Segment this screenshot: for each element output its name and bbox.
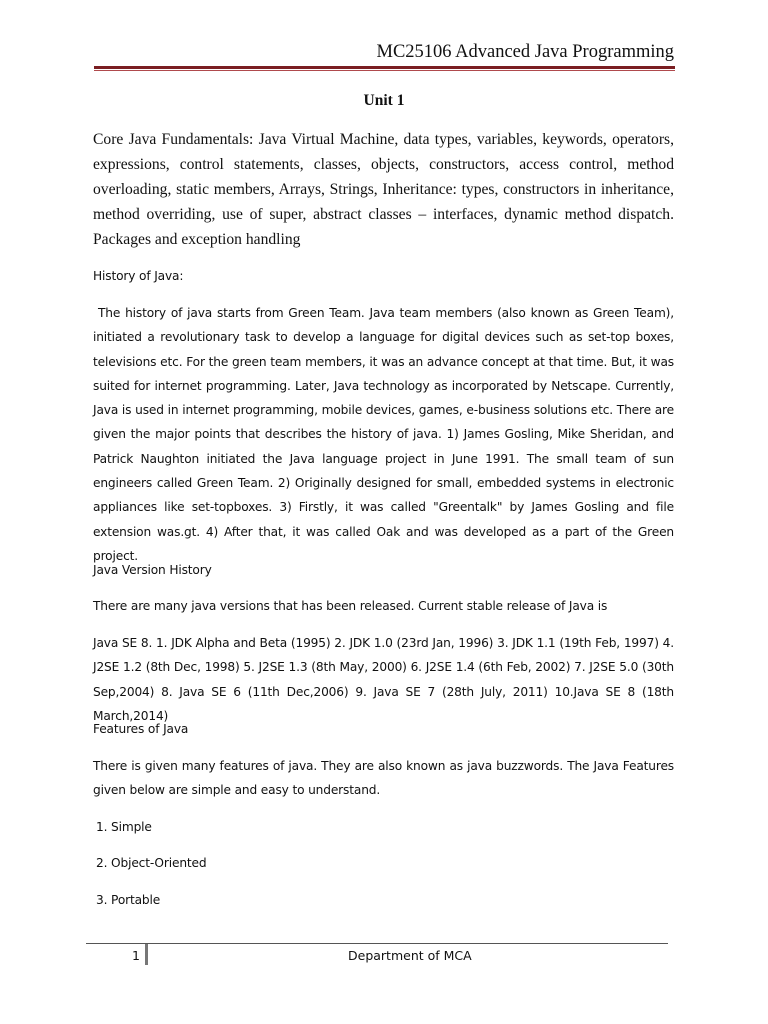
header-rule-thin [94, 70, 675, 71]
history-heading: History of Java: [93, 269, 184, 283]
version-list-paragraph: Java SE 8. 1. JDK Alpha and Beta (1995) 2. JDK 1.0 (23rd Jan, 1996) 3. JDK 1.1 (19th Feb, 1997) 4. J2SE 1.2 (8th Dec, 1998) 5. J2SE 1.3 (8th May, 2000) 6. J2SE 1.4 (6th Feb, 2002) 7. J2SE 5.0 (30th Sep,2004) 8. Java SE 6 (11th Dec,2006) 9. Java SE 7 (28th July, 2011) 10.Java SE 8 (18th March,2014) [93, 636, 674, 723]
footer-page-separator [145, 944, 148, 965]
footer-rule [86, 943, 668, 944]
page-number: 1 [132, 948, 140, 963]
unit-heading: Unit 1 [363, 92, 405, 109]
header-rule [94, 66, 675, 69]
running-header-title: MC25106 Advanced Java Programming [376, 42, 674, 62]
features-intro: There is given many features of java. They are also known as java buzzwords. The Java Features given below are simple and easy to understand. [93, 759, 674, 798]
version-intro: There are many java versions that has been released. Current stable release of Java is [93, 599, 608, 613]
feature-item: 1. Simple [96, 820, 152, 834]
syllabus-paragraph: Core Java Fundamentals: Java Virtual Machine, data types, variables, keywords, operators, expressions, control statements, classes, objects, constructors, access control, method overloading, static members, Arrays, Strings, Inheritance: types, constructors in inheritance, method overriding, use of super, abstract classes – interfaces, dynamic method dispatch. Packages and exception handling [93, 131, 674, 248]
version-history-heading: Java Version History [93, 563, 212, 577]
features-heading: Features of Java [93, 722, 189, 736]
feature-item: 3. Portable [96, 893, 161, 907]
footer-department: Department of MCA [348, 948, 472, 963]
history-paragraph: The history of java starts from Green Team. Java team members (also known as Green Team), initiated a revolutionary task to develop a language for digital devices such as set-top boxes, televisions etc. For the green team members, it was an advance concept at that time. But, it was suited for internet programming. Later, Java technology as incorporated by Netscape. Currently, Java is used in internet programming, mobile devices, games, e-business solutions etc. There are given the major points that describes the history of java. 1) James Gosling, Mike Sheridan, and Patrick Naughton initiated the Java language project in June 1991. The small team of sun engineers called Green Team. 2) Originally designed for small, embedded systems in electronic appliances like set-topboxes. 3) Firstly, it was called "Greentalk" by James Gosling and file extension was.gt. 4) After that, it was called Oak and was developed as a part of the Green project. [93, 306, 674, 563]
feature-item: 2. Object-Oriented [96, 856, 207, 870]
